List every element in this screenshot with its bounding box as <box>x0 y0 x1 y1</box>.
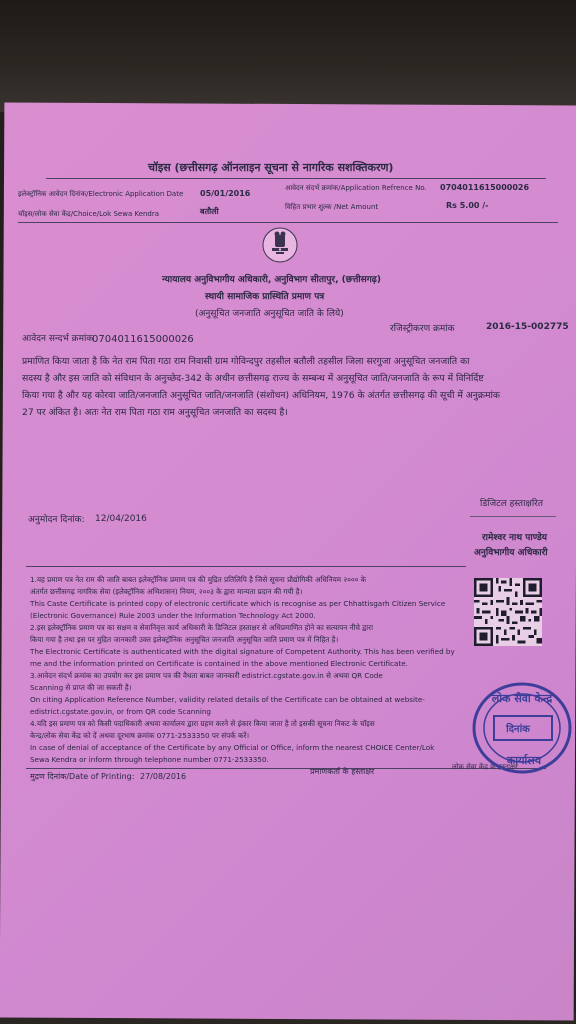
note-4-hindi-a: 4.यदि इस प्रमाण पत्र को किसी पदाधिकारी अथवा कार्यालय द्वारा ग्रहण करने से इंकार किया जाता है तो इसकी सूचना निकट के चॉइस <box>30 719 375 728</box>
national-emblem-icon <box>262 227 298 263</box>
note-4-english-b: Sewa Kendra or inform through telephone number 0771-2533350. <box>30 755 269 764</box>
print-date: 27/08/2016 <box>140 772 187 781</box>
certificate-title: स्थायी सामाजिक प्रास्थिति प्रमाण पत्र <box>205 292 325 302</box>
stamp-bottom-text: कार्यालय <box>506 754 542 767</box>
app-number-label: आवेदन सन्दर्भ क्रमांक <box>22 334 94 344</box>
certificate-para-line-3: किया गया है और यह कोरवा जाति/जनजाति अनुसूचित जाति/जनजाति (संशोधन) अधिनियम, 1976 के अंतर्गत छत्तीसगढ़ की सूची में अनुक्रमांक <box>22 390 500 401</box>
note-3-hindi-a: 3.आवेदन संदर्भ क्रमांक का उपयोग कर इस प्रमाण पत्र की वैधता बाबत जानकारी edistrict.cgstate.gov.in से अथवा QR Code <box>30 671 383 680</box>
approval-date: 12/04/2016 <box>95 514 147 524</box>
print-date-label: मुद्रण दिनांक/Date of Printing: <box>30 772 135 781</box>
office-seal-stamp-icon <box>468 680 572 776</box>
header-bottom-rule <box>18 222 558 223</box>
note-4-english-a: In case of denial of acceptance of the Certificate by any Official or Office, inform the nearest CHOICE Center/Lok <box>30 743 435 752</box>
signature-rule <box>470 516 556 517</box>
operator-sign-label: प्रमाणकर्ता के हस्ताक्षर <box>310 767 375 776</box>
registration-label: रजिस्ट्रीकरण क्रमांक <box>390 324 455 334</box>
note-1-english-a: This Caste Certificate is printed copy of electronic certificate which is recognise as per Chhattisgarh Citizen Service <box>30 599 446 608</box>
note-3-english-a: On citing Application Reference Number, validity related details of the Certificate can be obtained at website- <box>30 695 425 704</box>
signer-name: रामेश्वर नाथ पाण्डेय <box>482 533 548 543</box>
net-amount-label: विहित प्रभार शुल्क /Net Amount <box>285 203 379 211</box>
header-title: चॉइस (छत्तीसगढ़ ऑनलाइन सूचना से नागरिक सशक्तिकरण) <box>148 161 394 174</box>
court-line: न्यायालय अनुविभागीय अधिकारी, अनुविभाग सीतापुर, (छत्तीसगढ़) <box>162 275 381 285</box>
choice-center-label: चॉइस/लोक सेवा केंद्र/Choice/Lok Sewa Kendra <box>18 210 160 218</box>
stamp-middle-text: दिनांक <box>506 724 530 735</box>
header-rule <box>46 178 546 179</box>
note-1-hindi-b: अंतर्गत छत्तीसगढ़ नागरिक सेवा (इलेक्ट्रॉनिक अभिशासन) नियम, २००३ के द्वारा मान्यता प्रदान की गयी है। <box>30 587 303 596</box>
certificate-para-line-4: 27 पर अंकित है। अतः नेत राम पिता गठा राम अनुसूचित जनजाति का सदस्य है। <box>22 407 288 418</box>
footer-top-rule <box>26 566 466 567</box>
qr-code-icon <box>474 578 542 646</box>
net-amount: Rs 5.00 /- <box>446 201 489 210</box>
certificate-para-line-2: सदस्य है और इस जाति को संविधान के अनुच्छेद-342 के अधीन छत्तीसगढ़ राज्य के सम्बन्ध में अनुसूचित जाति/जनजाति के रूप में विनिर्दिष्ट <box>22 373 484 384</box>
note-1-english-b: (Electronic Governance) Rule 2003 under the Information Technology Act 2000. <box>30 611 316 620</box>
stamp-top-text: लोक सेवा केन्द्र <box>491 692 553 705</box>
app-number: 0704011615000026 <box>92 334 194 345</box>
note-2-english-b: me and the information printed on Certificate is contained in the above mentioned Electronic Certificate. <box>30 659 408 668</box>
note-4-hindi-b: केन्द्र/लोक सेवा केंद्र को दें अथवा दूरभाष क्रमांक 0771-2533350 पर संपर्क करें। <box>30 731 250 740</box>
application-date-label: इलेक्ट्रॉनिक आवेदन दिनांक/Electronic Application Date <box>18 190 184 198</box>
choice-center: बतौली <box>200 207 219 216</box>
note-2-hindi-a: 2.इस इलेक्ट्रॉनिक प्रमाण पत्र का सक्षम व सेवानिवृत्त कार्य अधिकारी के डिजिटल हस्ताक्षर से अधिप्रमाणित होने का सत्यापन नीचे द्वारा <box>30 623 373 632</box>
note-2-hindi-b: किया गया है तथा इस पर मुद्रित जानकारी उक्त इलेक्ट्रॉनिक अनुसूचित जनजाति अनुसूचित जाति प्रमाण पत्र में निहित है। <box>30 635 339 644</box>
registration-number: 2016-15-002775 <box>486 322 569 332</box>
application-date: 05/01/2016 <box>200 189 251 198</box>
note-3-english-b: edistrict.cgstate.gov.in, or from QR code Scanning <box>30 707 211 716</box>
certificate-subtitle: (अनुसूचित जनजाति अनुसूचित जाति के लिये) <box>195 309 344 319</box>
lok-seva-sign-label: लोक सेवा केंद्र के हस्ताक्षर <box>452 763 518 771</box>
note-3-hindi-b: Scanning से प्राप्त की जा सकती है। <box>30 683 132 692</box>
certificate-para-line-1: प्रमाणित किया जाता है कि नेत राम पिता गठा राम निवासी ग्राम गोविन्दपुर तहसील बतौली तहसील जिला सरगुजा अनुसूचित जनजाति का <box>22 356 470 367</box>
table-surface-top <box>0 0 576 112</box>
digital-signature-label: डिजिटल हस्ताक्षरित <box>480 499 543 509</box>
signer-designation: अनुविभागीय अधिकारी <box>474 548 548 558</box>
application-ref: 0704011615000026 <box>440 183 530 192</box>
application-ref-label: आवेदन संदर्भ क्रमांक/Application Refrence No. <box>285 184 427 192</box>
note-2-english-a: The Electronic Certificate is authenticated with the digital signature of Competent Authority. This has been verified by <box>30 647 455 656</box>
approval-date-label: अनुमोदन दिनांक: <box>28 515 85 525</box>
note-1-hindi-a: 1.यह प्रमाण पत्र नेत राम की जाति बाबत इलेक्ट्रॉनिक प्रमाण पत्र की मुद्रित प्रतिलिपि है जिसे सूचना प्रौद्योगिकी अधिनियम २००० के <box>30 575 367 584</box>
